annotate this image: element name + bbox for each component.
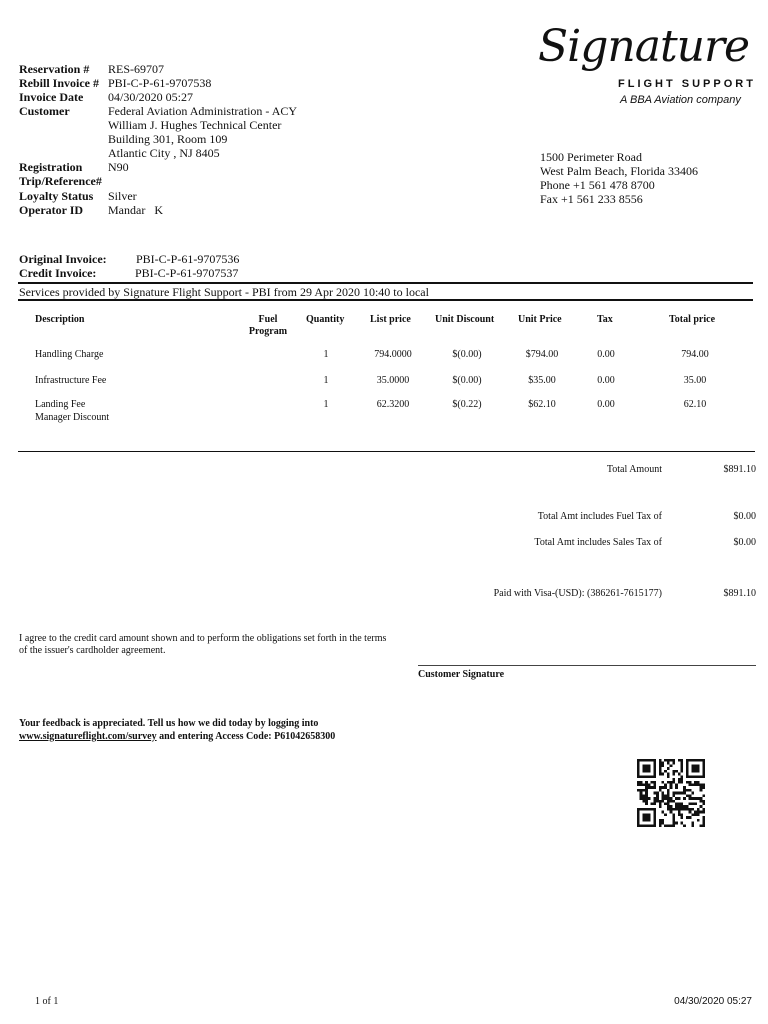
original-invoice-value: PBI-C-P-61-9707536: [136, 252, 240, 266]
cell-unit-price: $794.00: [525, 349, 559, 360]
credit-invoice-label: Credit Invoice:: [19, 266, 97, 280]
col-unit-discount: Unit Discount: [435, 314, 495, 325]
cell-description: Handling Charge: [35, 349, 104, 360]
total-amount-label: Total Amount: [606, 464, 662, 475]
signature-label: Customer Signature: [418, 669, 505, 680]
cell-total-price: 794.00: [681, 349, 709, 360]
fuel-tax-label: Total Amt includes Fuel Tax of: [537, 511, 662, 522]
logo-line2: A BBA Aviation company: [620, 94, 741, 106]
col-tax: Tax: [597, 314, 613, 325]
feedback-line2: and entering Access Code: P61042658300: [156, 731, 336, 742]
customer-line: Atlantic City , NJ 8405: [108, 146, 220, 160]
registration-value: N90: [108, 160, 129, 174]
cell-tax: 0.00: [597, 399, 615, 410]
logo-line1: FLIGHT SUPPORT: [618, 78, 756, 90]
signature-line: [418, 665, 756, 666]
cell-list-price: 62.3200: [376, 399, 410, 410]
station-address: [540, 150, 698, 206]
cell-description: Infrastructure Fee: [35, 375, 107, 386]
cell-quantity: 1: [323, 399, 329, 410]
col-unit-price: Unit Price: [518, 314, 562, 325]
col-list-price: List price: [370, 314, 411, 325]
operator-label: Operator ID: [19, 203, 84, 217]
address-line1: 1500 Perimeter Road: [540, 150, 642, 164]
loyalty-value: Silver: [108, 189, 137, 203]
survey-link[interactable]: www.signatureflight.com/survey: [19, 731, 157, 742]
cell-quantity: 1: [323, 375, 329, 386]
cell-unit-discount: $(0.00): [452, 349, 482, 360]
cell-total-price: 35.00: [683, 375, 707, 386]
sales-tax-label: Total Amt includes Sales Tax of: [534, 537, 662, 548]
original-invoice-label: Original Invoice:: [19, 252, 107, 266]
customer-line: Building 301, Room 109: [108, 132, 228, 146]
company-logo: [536, 21, 758, 110]
credit-invoice-value: PBI-C-P-61-9707537: [135, 266, 239, 280]
footer-timestamp: 04/30/2020 05:27: [674, 996, 752, 1007]
col-description: Description: [35, 314, 85, 325]
trip-label: Trip/Reference#: [19, 174, 102, 188]
cell-tax: 0.00: [597, 349, 615, 360]
reservation-label: Reservation #: [19, 62, 90, 76]
cell-quantity: 1: [323, 349, 329, 360]
cell-description-sub: Manager Discount: [35, 412, 110, 423]
cell-unit-discount: $(0.22): [452, 399, 482, 410]
services-title: Services provided by Signature Flight Support - PBI from 29 Apr 2020 10:40 to local: [19, 285, 429, 299]
operator-value: Mandar K: [108, 203, 163, 217]
cell-unit-discount: $(0.00): [452, 375, 482, 386]
cell-description: Landing Fee: [35, 399, 86, 410]
rebill-value: PBI-C-P-61-9707538: [108, 76, 212, 90]
total-amount-value: $891.10: [723, 464, 756, 475]
rebill-label: Rebill Invoice #: [19, 76, 99, 90]
registration-label: Registration: [19, 160, 83, 174]
loyalty-label: Loyalty Status: [19, 189, 94, 203]
cardholder-agreement: [19, 633, 386, 657]
invoice-date-label: Invoice Date: [19, 90, 84, 104]
sales-tax-value: $0.00: [733, 537, 756, 548]
col-total-price: Total price: [669, 314, 716, 325]
cell-unit-price: $35.00: [528, 375, 556, 386]
cell-tax: 0.00: [597, 375, 615, 386]
reservation-value: RES-69707: [108, 62, 165, 76]
logo-script: Signature: [538, 21, 750, 72]
cell-unit-price: $62.10: [528, 399, 556, 410]
col-fuel-program: [240, 314, 296, 338]
feedback-line1: Your feedback is appreciated. Tell us how we did today by logging into: [19, 718, 319, 729]
address-fax: Fax +1 561 233 8556: [540, 192, 643, 206]
paid-with-label: Paid with Visa-(USD): (386261-7615177): [493, 588, 662, 599]
fuel-tax-value: $0.00: [733, 511, 756, 522]
related-invoices: [19, 252, 319, 282]
cell-list-price: 794.0000: [374, 349, 412, 360]
cell-total-price: 62.10: [683, 399, 707, 410]
customer-line: William J. Hughes Technical Center: [108, 118, 282, 132]
address-line2: West Palm Beach, Florida 33406: [540, 164, 699, 178]
page-number: 1 of 1: [35, 996, 59, 1007]
agreement-line1: I agree to the credit card amount shown and to perform the obligations set forth in the terms: [19, 633, 387, 644]
feedback-message: [19, 717, 335, 743]
col-quantity: Quantity: [306, 314, 345, 325]
customer-line: Federal Aviation Administration - ACY: [108, 104, 298, 118]
invoice-date-value: 04/30/2020 05:27: [108, 90, 194, 104]
customer-label: Customer: [19, 104, 70, 118]
agreement-line2: of the issuer's cardholder agreement.: [19, 645, 166, 656]
paid-with-value: $891.10: [723, 588, 756, 599]
address-phone: Phone +1 561 478 8700: [540, 178, 655, 192]
cell-list-price: 35.0000: [376, 375, 410, 386]
rule-top: [18, 282, 753, 284]
qr-code: [637, 759, 705, 827]
col-fuel-program-line2: Program: [248, 326, 288, 337]
rule-bottom: [18, 299, 753, 301]
table-end-rule: [18, 451, 755, 452]
col-fuel-program-line1: Fuel: [258, 314, 278, 325]
